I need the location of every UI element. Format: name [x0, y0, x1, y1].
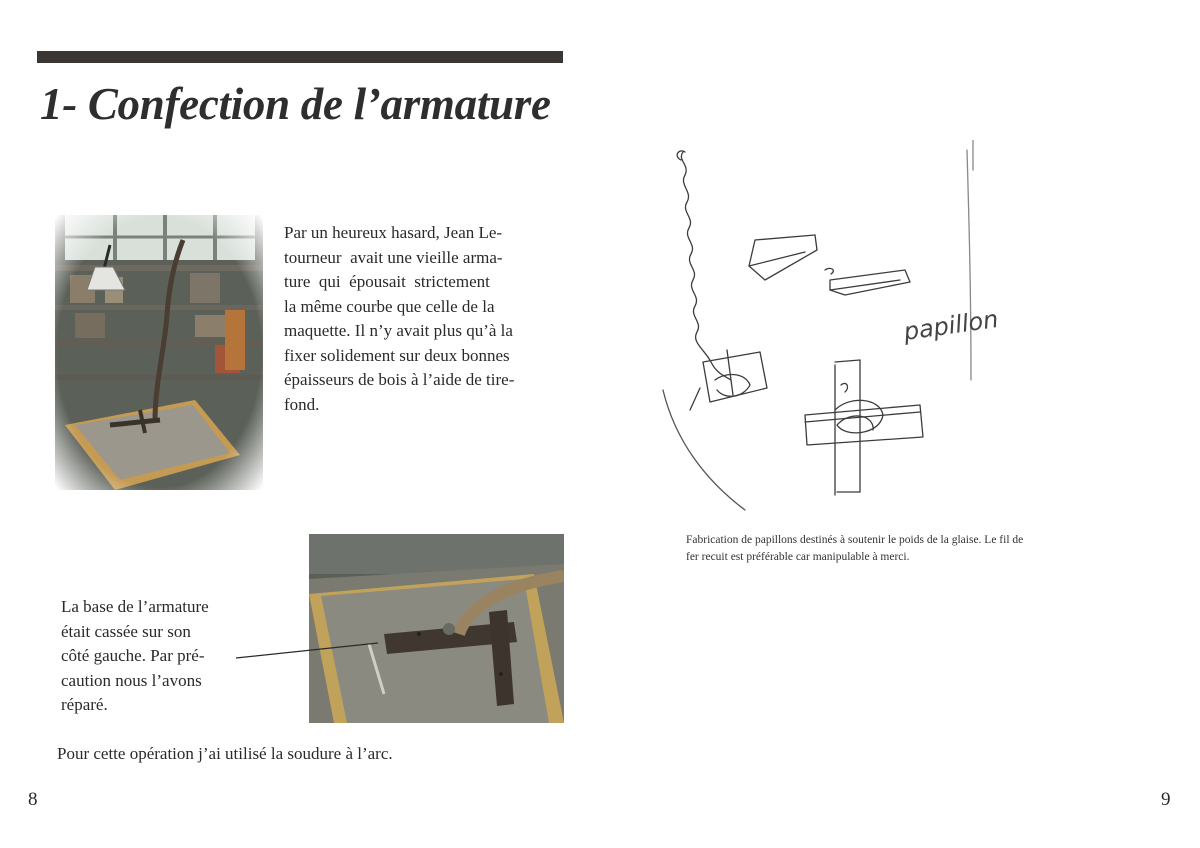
welding-paragraph: Pour cette opération j’ai utilisé la soudure à l’arc. [57, 744, 393, 763]
title-rule [37, 51, 563, 63]
page-number-left: 8 [28, 789, 38, 810]
base-photo [309, 534, 564, 723]
workshop-photo [55, 215, 263, 490]
base-paragraph: La base de l’armature était cassée sur son côté gauche. Par pré- caution nous l’avons réparé. [61, 597, 209, 714]
papillon-sketch [655, 140, 1000, 515]
page-title: 1- Confection de l’armature [40, 79, 551, 129]
sketch-label: papillon [901, 304, 1000, 346]
sketch-caption: Fabrication de papillons destinés à soutenir le poids de la glaise. Le fil de fer recuit est préférable car manipulable à merci. [686, 534, 1024, 563]
intro-paragraph: Par un heureux hasard, Jean Le- tourneur avait une vieille arma- ture qui épousait strictement la même courbe que celle de la maquette. Il n’y avait plus qu’à la fixer solidement sur deux bonnes épaisseurs de bois à l’aide de tire- fond. [284, 223, 515, 414]
page-number-right: 9 [1161, 789, 1171, 810]
